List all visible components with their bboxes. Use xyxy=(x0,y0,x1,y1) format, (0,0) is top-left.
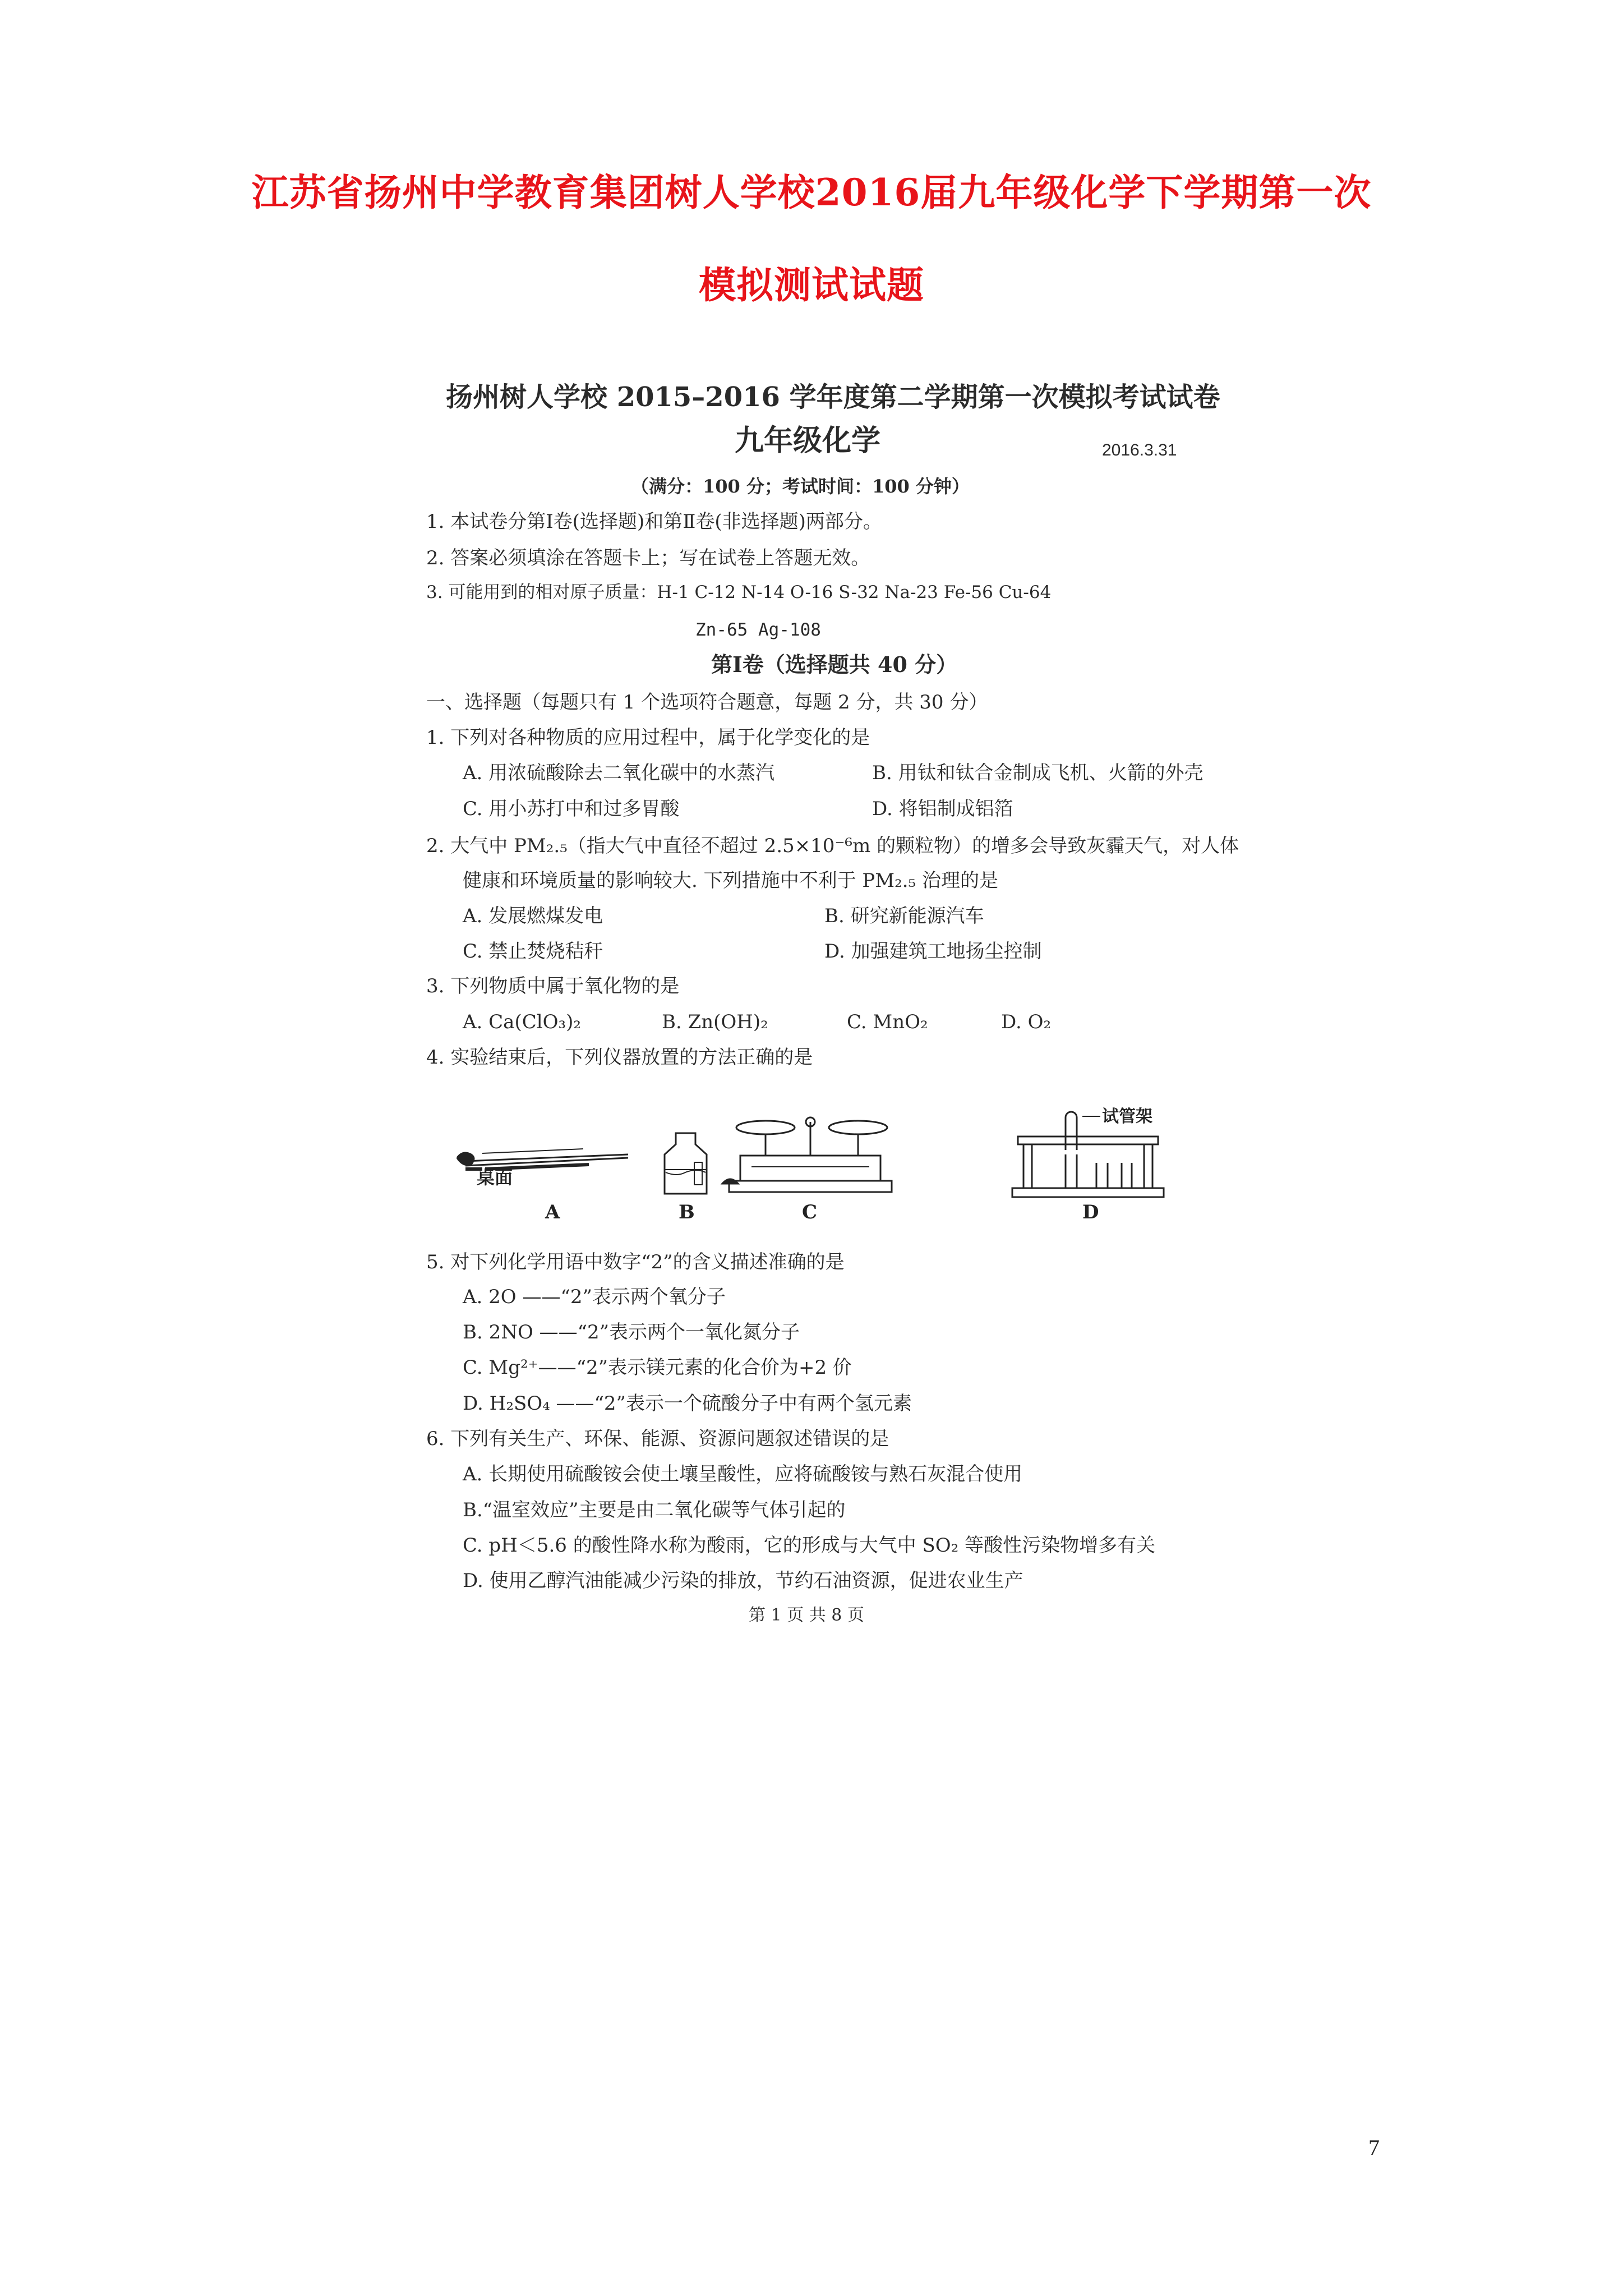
q3-option-d: D. O₂ xyxy=(1001,1011,1052,1033)
q5-stem: 5. 对下列化学用语中数字“2”的含义描述准确的是 xyxy=(426,1251,845,1273)
page-number: 7 xyxy=(1368,2135,1380,2160)
rack-label: 试管架 xyxy=(1102,1107,1152,1126)
q2-stem-line2: 健康和环境质量的影响较大. 下列措施中不利于 PM₂.₅ 治理的是 xyxy=(463,869,998,892)
exam-date: 2016.3.31 xyxy=(1102,441,1177,459)
q1-option-d: D. 将铝制成铝箔 xyxy=(872,798,1013,820)
part1-heading: 第Ⅰ卷（选择题共 40 分） xyxy=(711,652,958,677)
section1-heading: 一、选择题（每题只有 1 个选项符合题意，每题 2 分，共 30 分） xyxy=(426,691,988,714)
q2-stem-line1: 2. 大气中 PM₂.₅（指大气中直径不超过 2.5×10⁻⁶m 的颗粒物）的增多会导致灰霾天气，对人体 xyxy=(426,835,1239,857)
reagent-bottle-figure xyxy=(665,1133,738,1194)
balance-figure xyxy=(729,1117,892,1192)
q6-option-c: C. pH＜5.6 的酸性降水称为酸雨，它的形成与大气中 SO₂ 等酸性污染物增多有关 xyxy=(463,1534,1156,1557)
figure-caption-d: D xyxy=(1082,1201,1099,1223)
q6-option-a: A. 长期使用硫酸铵会使土壤呈酸性，应将硫酸铵与熟石灰混合使用 xyxy=(463,1463,1023,1485)
instruction-2: 2. 答案必须填涂在答题卡上；写在试卷上答题无效。 xyxy=(426,547,870,569)
q5-option-a: A. 2O ——“2”表示两个氧分子 xyxy=(463,1286,726,1308)
q5-option-d: D. H₂SO₄ ——“2”表示一个硫酸分子中有两个氢元素 xyxy=(463,1392,912,1415)
q3-option-a: A. Ca(ClO₃)₂ xyxy=(463,1011,582,1033)
q5-option-c: C. Mg²⁺——“2”表示镁元素的化合价为+2 价 xyxy=(463,1356,852,1379)
instruction-3: 3. 可能用到的相对原子质量：H-1 C-12 N-14 O-16 S-32 Na-23 Fe-56 Cu-64 xyxy=(426,582,1052,602)
instruction-1: 1. 本试卷分第Ⅰ卷(选择题)和第Ⅱ卷(非选择题)两部分。 xyxy=(426,510,882,533)
q4-stem: 4. 实验结束后，下列仪器放置的方法正确的是 xyxy=(426,1046,813,1069)
q6-option-b: B.“温室效应”主要是由二氧化碳等气体引起的 xyxy=(463,1499,846,1521)
exam-subject: 九年级化学 xyxy=(735,424,881,458)
q1-stem: 1. 下列对各种物质的应用过程中，属于化学变化的是 xyxy=(426,726,870,749)
figure-caption-a: A xyxy=(545,1201,560,1223)
q2-option-b: B. 研究新能源汽车 xyxy=(824,905,984,927)
q6-stem: 6. 下列有关生产、环保、能源、资源问题叙述错误的是 xyxy=(426,1428,889,1450)
q2-option-d: D. 加强建筑工地扬尘控制 xyxy=(824,940,1042,963)
q2-option-a: A. 发展燃煤发电 xyxy=(463,905,603,927)
exam-page-footer: 第 1 页 共 8 页 xyxy=(749,1605,864,1625)
q5-option-b: B. 2NO ——“2”表示两个一氧化氮分子 xyxy=(463,1321,800,1343)
q3-option-c: C. MnO₂ xyxy=(847,1011,928,1033)
q2-option-c: C. 禁止焚烧秸秆 xyxy=(463,940,603,963)
q6-option-d: D. 使用乙醇汽油能减少污染的排放，节约石油资源，促进农业生产 xyxy=(463,1570,1023,1592)
pipette-on-desk-figure xyxy=(457,1149,628,1169)
desk-label: 桌面 xyxy=(477,1167,513,1188)
q4-apparatus-figures xyxy=(393,1099,1267,1228)
q1-option-b: B. 用钛和钛合金制成飞机、火箭的外壳 xyxy=(872,762,1204,784)
document-title-line1: 江苏省扬州中学教育集团树人学校2016届九年级化学下学期第一次 xyxy=(251,171,1372,214)
document-title-line2: 模拟测试试题 xyxy=(699,263,924,307)
instruction-3-cont: Zn-65 Ag-108 xyxy=(695,620,821,640)
q3-option-b: B. Zn(OH)₂ xyxy=(662,1011,768,1033)
figure-caption-b: B xyxy=(679,1201,695,1223)
score-time-note: （满分：100 分；考试时间：100 分钟） xyxy=(631,476,970,497)
q3-stem: 3. 下列物质中属于氧化物的是 xyxy=(426,975,680,997)
figure-caption-c: C xyxy=(802,1201,818,1223)
q1-option-c: C. 用小苏打中和过多胃酸 xyxy=(463,798,680,820)
q1-option-a: A. 用浓硫酸除去二氧化碳中的水蒸汽 xyxy=(463,762,775,784)
exam-heading: 扬州树人学校 2015–2016 学年度第二学期第一次模拟考试试卷 xyxy=(446,381,1220,413)
scanned-exam-page xyxy=(393,359,1267,1644)
